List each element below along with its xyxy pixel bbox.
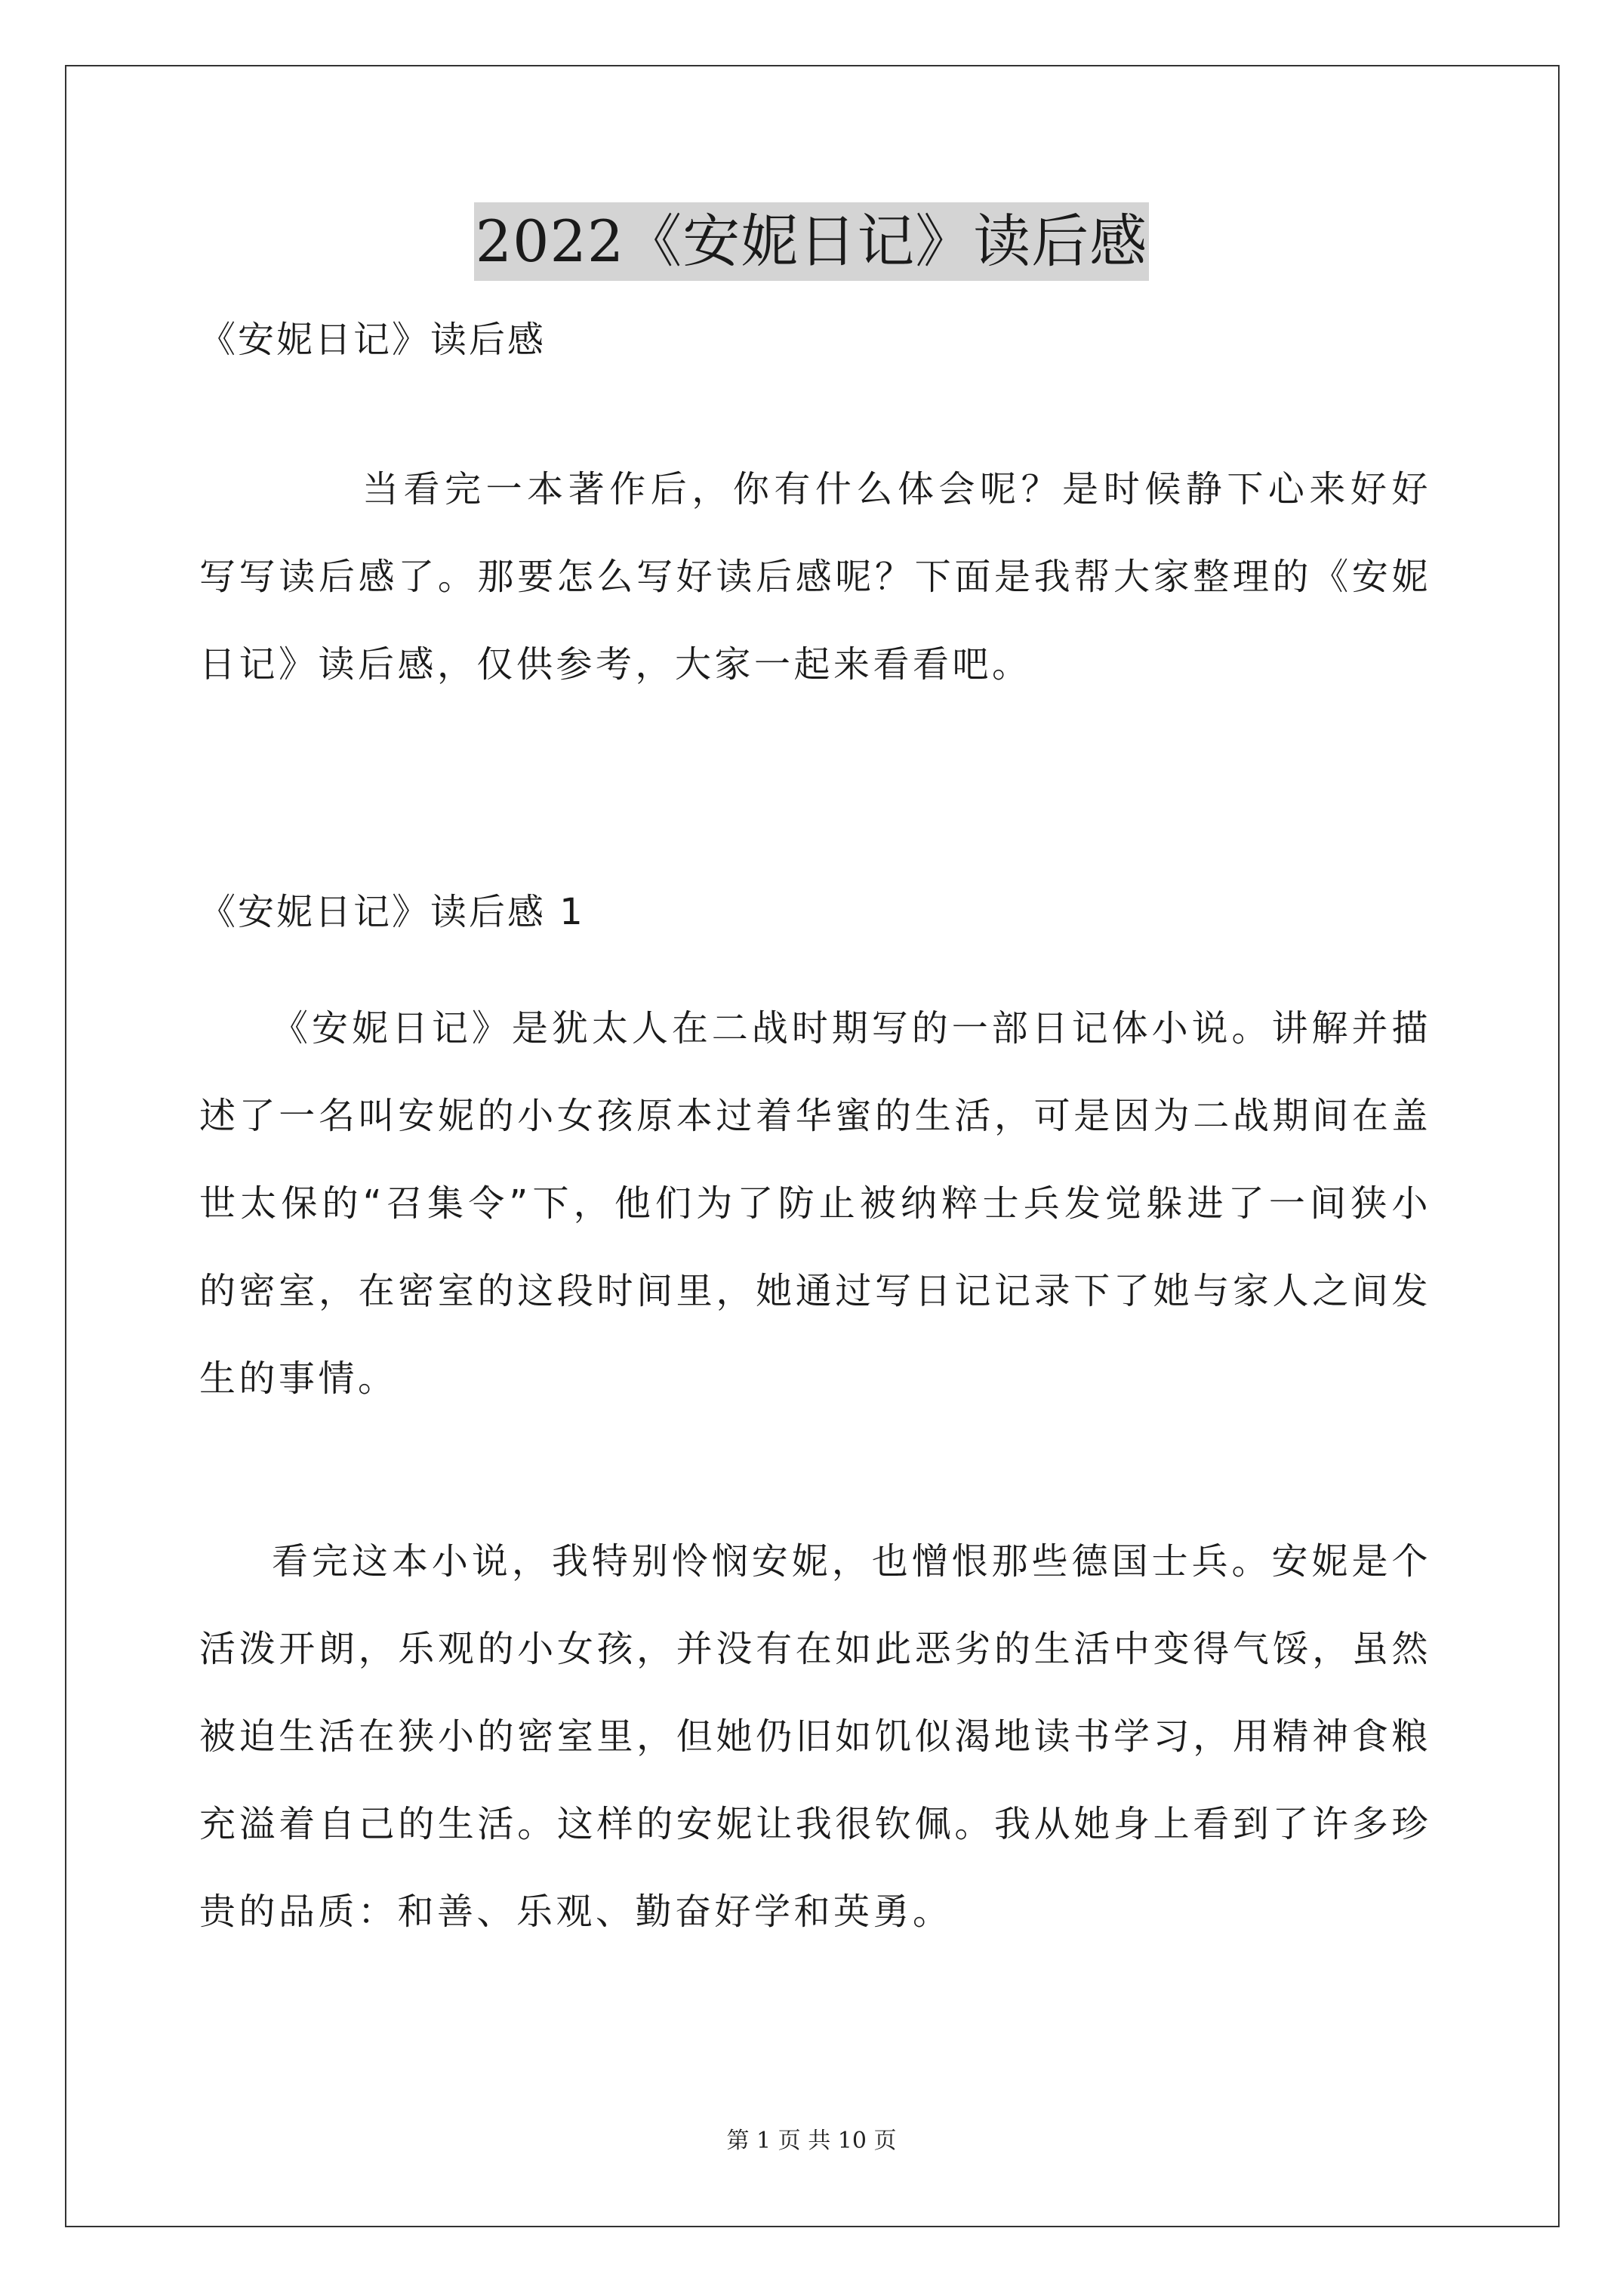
page-footer: 第 1 页 共 10 页	[726, 2128, 897, 2154]
intro-paragraph: 当看完一本著作后，你有什么体会呢？是时候静下心来好好写写读后感了。那要怎么写好读后感呢？下面是我帮大家整理的《安妮日记》读后感，仅供参考，大家一起来看看吧。	[199, 468, 1431, 686]
body-paragraph-2: 看完这本小说，我特别怜悯安妮，也憎恨那些德国士兵。安妮是个活泼开朗，乐观的小女孩，并没有在如此恶劣的生活中变得气馁，虽然被迫生活在狭小的密室里，但她仍旧如饥似渴地读书学习，用精神食粮充溢着自己的生活。这样的安妮让我很钦佩。我从她身上看到了许多珍贵的品质：和善、乐观、勤奋好学和英勇。	[199, 1540, 1431, 1933]
body-paragraph-1: 《安妮日记》是犹太人在二战时期写的一部日记体小说。讲解并描述了一名叫安妮的小女孩原本过着华蜜的生活，可是因为二战期间在盖世太保的“召集令”下，他们为了防止被纳粹士兵发觉躲进了一间狭小的密室，在密室的这段时间里，她通过写日记记录下了她与家人之间发生的事情。	[199, 1007, 1431, 1400]
section-heading: 《安妮日记》读后感 1	[199, 891, 585, 933]
subtitle: 《安妮日记》读后感	[199, 319, 547, 361]
title-container	[0, 202, 1623, 281]
document-title: 2022《安妮日记》读后感	[474, 202, 1149, 281]
